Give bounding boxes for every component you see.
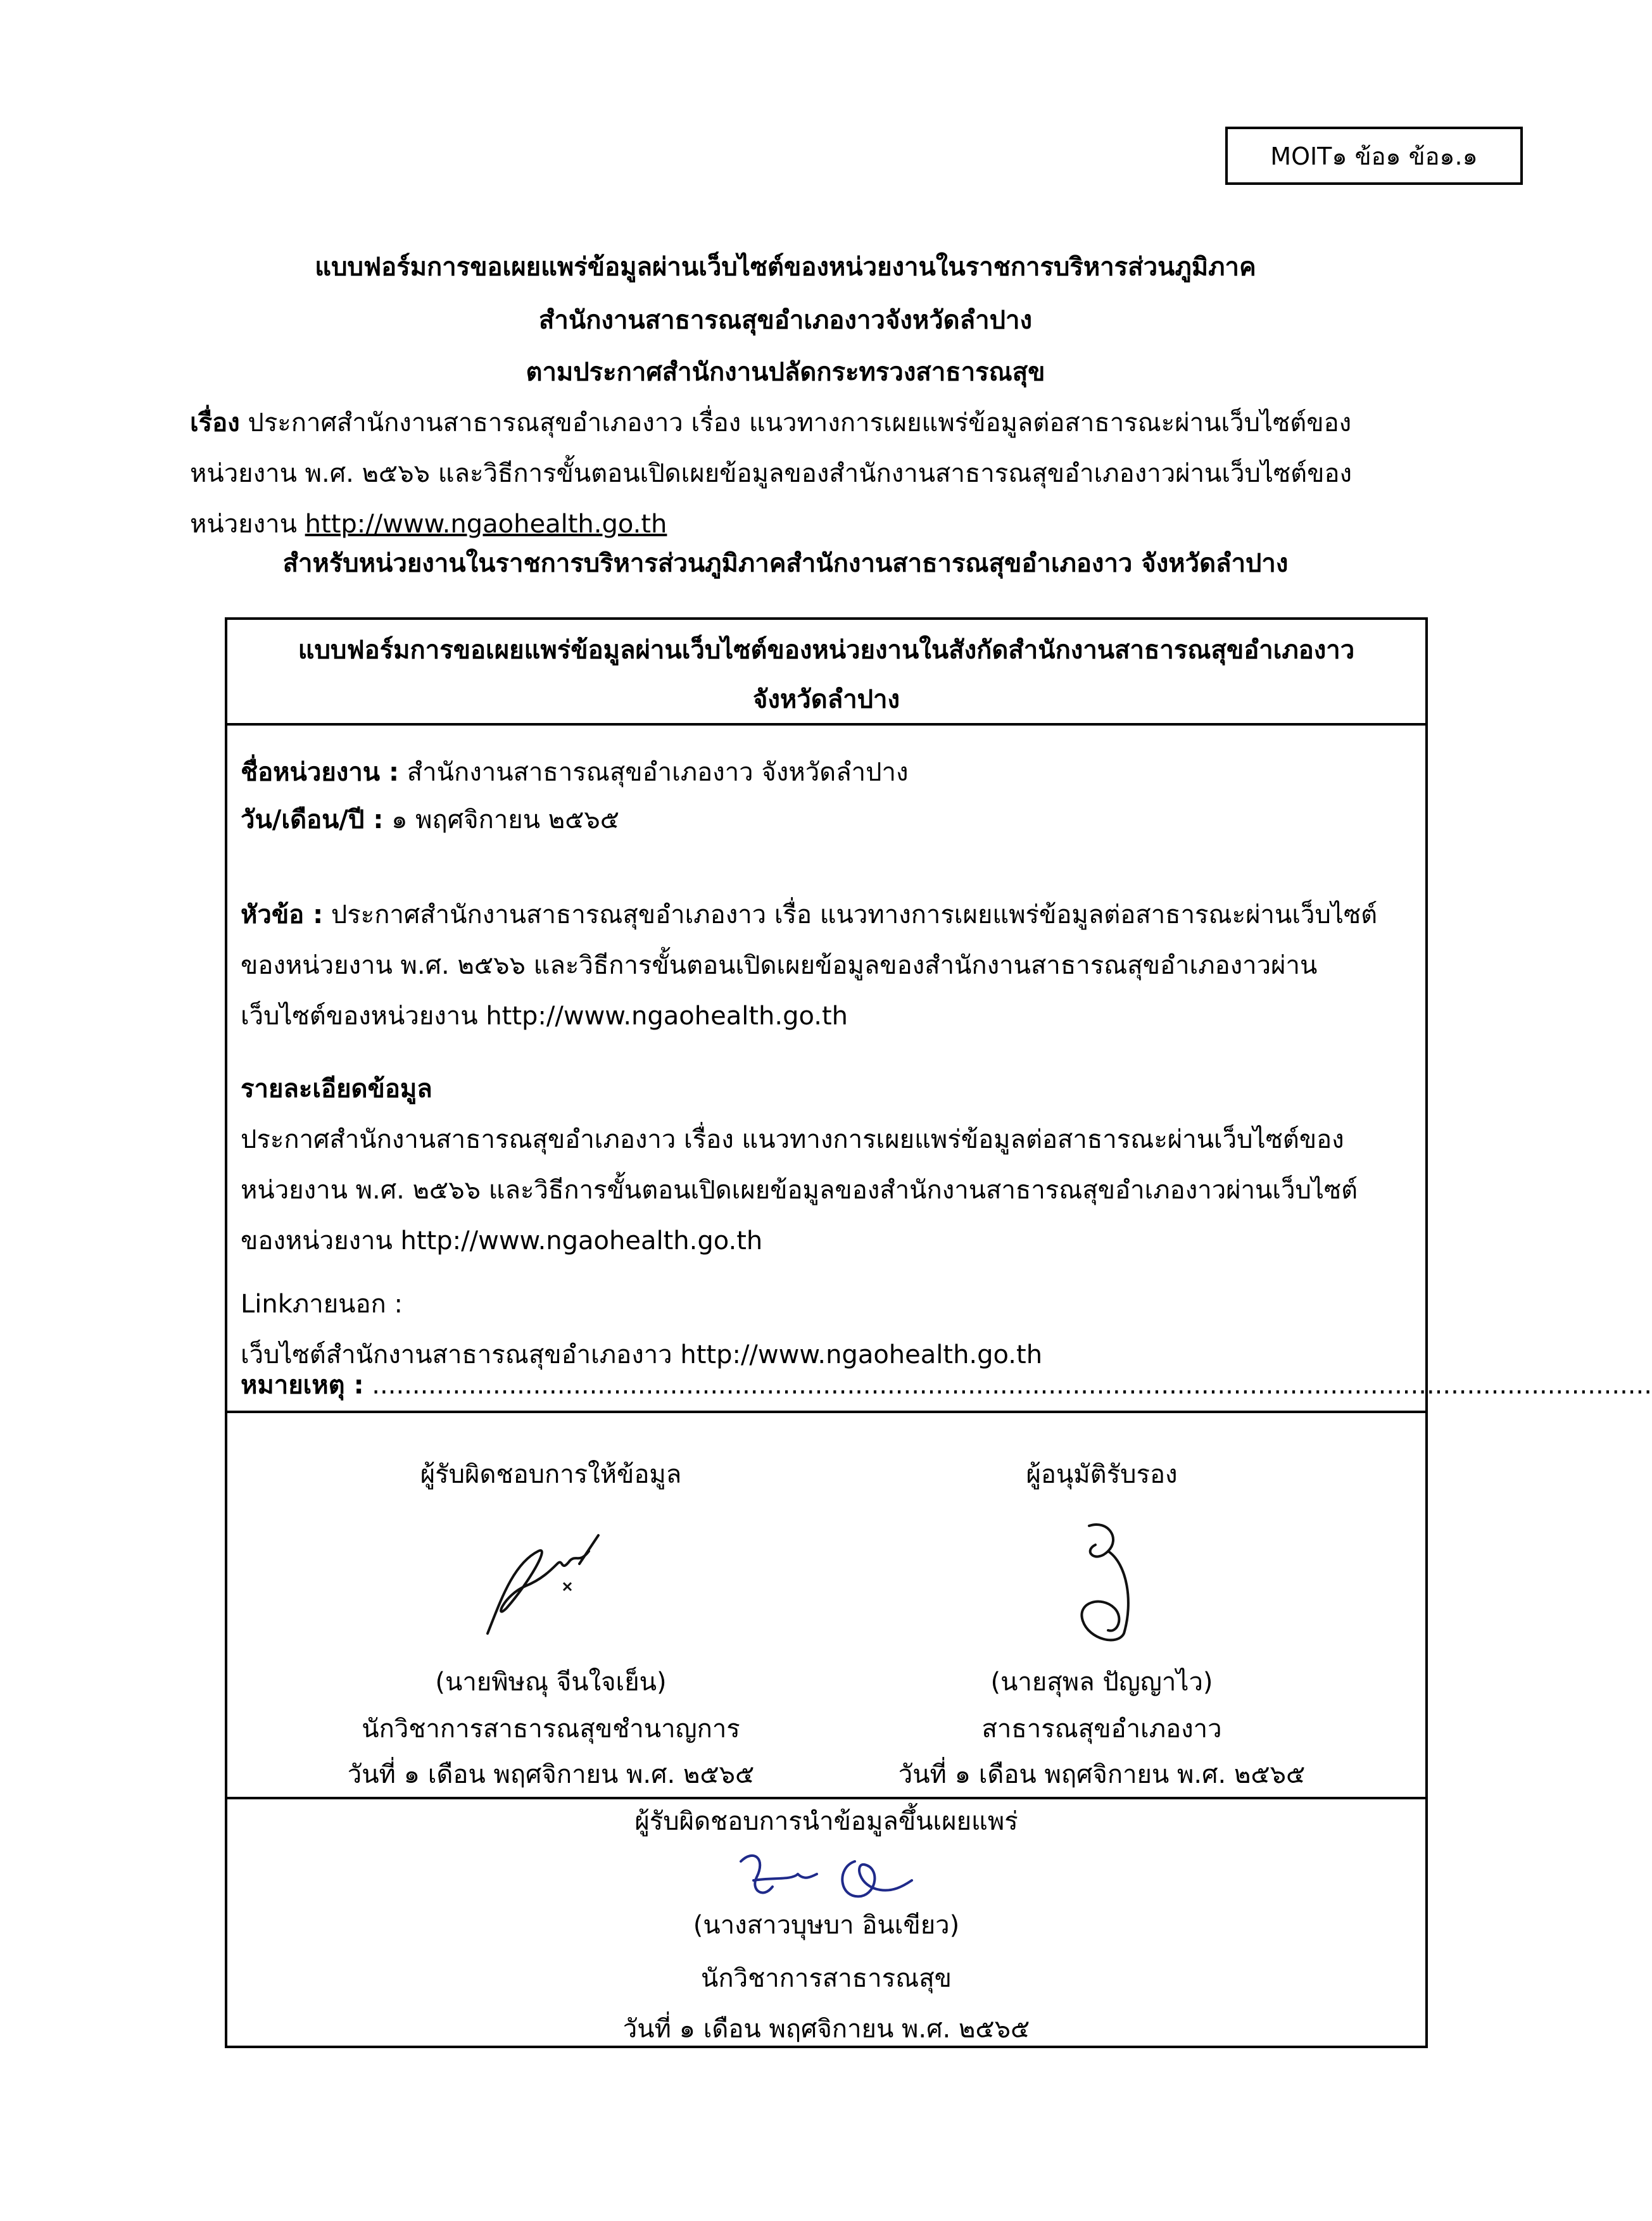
left-signature-image xyxy=(469,1526,614,1646)
left-signature-date: วันที่ ๑ เดือน พฤศจิกายน พ.ศ. ๒๕๖๕ xyxy=(347,1760,755,1789)
unit-name-label: ชื่อหน่วยงาน : xyxy=(241,758,400,787)
right-signature-name: (นายสุพล ปัญญาไว) xyxy=(990,1668,1213,1697)
subject-line-3: หน่วยงาน http://www.ngaohealth.go.th xyxy=(190,510,667,539)
topic-line-1: ประกาศสำนักงานสาธารณสุขอำเภองาว เรื่อ แนวทางการเผยแพร่ข้อมูลต่อสาธารณะผ่านเว็บไซต์ xyxy=(323,900,1378,929)
detail-block xyxy=(241,1064,1418,1266)
note-divider xyxy=(225,1411,1428,1413)
subject-label: เรื่อง xyxy=(190,408,240,437)
right-signature-position: สาธารณสุขอำเภองาว xyxy=(981,1715,1222,1744)
form-title-divider xyxy=(225,723,1428,726)
header-line-3: ตามประกาศสำนักงานปลัดกระทรวงสาธารณสุข xyxy=(526,358,1045,387)
topic-block xyxy=(241,890,1418,1041)
date-value: ๑ พฤศจิกายน ๒๕๖๕ xyxy=(383,805,620,834)
external-link-value[interactable]: เว็บไซต์สำนักงานสาธารณสุขอำเภองาว http://www.ngaohealth.go.th xyxy=(241,1340,1043,1369)
form-title-line-1: แบบฟอร์มการขอเผยแพร่ข้อมูลผ่านเว็บไซต์ของหน่วยงานในสังกัดสำนักงานสาธารณสุขอำเภองาว xyxy=(298,636,1355,665)
detail-line-2: หน่วยงาน พ.ศ. ๒๕๖๖ และวิธีการขั้นตอนเปิดเผยข้อมูลของสำนักงานสาธารณสุขอำเภองาวผ่านเว็บไซต์ xyxy=(241,1176,1358,1205)
bottom-signature-position: นักวิชาการสาธารณสุข xyxy=(701,1964,952,1993)
subject-line-2: หน่วยงาน พ.ศ. ๒๕๖๖ และวิธีการขั้นตอนเปิดเผยข้อมูลของสำนักงานสาธารณสุขอำเภองาวผ่านเว็บไซต์ของ xyxy=(190,459,1352,488)
unit-name-value: สำนักงานสาธารณสุขอำเภองาว จังหวัดลำปาง xyxy=(399,758,909,787)
left-signature-position: นักวิชาการสาธารณสุขชำนาญการ xyxy=(362,1715,740,1744)
header-line-2: สำนักงานสาธารณสุขอำเภองาวจังหวัดลำปาง xyxy=(538,306,1032,335)
for-units-heading: สำหรับหน่วยงานในราชการบริหารส่วนภูมิภาคสำนักงานสาธารณสุขอำเภองาว จังหวัดลำปาง xyxy=(282,549,1289,578)
topic-label: หัวข้อ : xyxy=(241,900,324,929)
date-row xyxy=(241,795,1418,845)
topic-line-3: เว็บไซต์ของหน่วยงาน http://www.ngaohealth.go.th xyxy=(241,1002,848,1031)
bottom-signature-name: (นางสาวบุษบา อินเขียว) xyxy=(693,1911,960,1940)
external-link-label: Linkภายนอก : xyxy=(241,1290,403,1319)
right-signature-date: วันที่ ๑ เดือน พฤศจิกายน พ.ศ. ๒๕๖๕ xyxy=(898,1760,1306,1789)
note-label: หมายเหตุ : xyxy=(241,1371,364,1400)
detail-label: รายละเอียดข้อมูล xyxy=(241,1074,432,1104)
subject-url-link[interactable]: http://www.ngaohealth.go.th xyxy=(305,510,667,539)
note-dots: ............................................................................................................................................................... xyxy=(363,1371,1652,1400)
bottom-signature-role: ผู้รับผิดชอบการนำข้อมูลขึ้นเผยแพร่ xyxy=(634,1807,1018,1836)
header-line-1: แบบฟอร์มการขอเผยแพร่ข้อมูลผ่านเว็บไซต์ของหน่วยงานในราชการบริหารส่วนภูมิภาค xyxy=(315,253,1256,282)
date-label: วัน/เดือน/ปี : xyxy=(241,805,384,834)
detail-line-1: ประกาศสำนักงานสาธารณสุขอำเภองาว เรื่อง แนวทางการเผยแพร่ข้อมูลต่อสาธารณะผ่านเว็บไซต์ของ xyxy=(241,1125,1344,1154)
subject-line-1: เรื่อง ประกาศสำนักงานสาธารณสุขอำเภองาว เรื่อง แนวทางการเผยแพร่ข้อมูลต่อสาธารณะผ่านเว็บไซต์ของ xyxy=(190,408,1352,437)
document-code: MOIT๑ ข้อ๑ ข้อ๑.๑ xyxy=(1270,142,1478,170)
right-signature-image xyxy=(1064,1513,1159,1652)
bottom-signature-date: วันที่ ๑ เดือน พฤศจิกายน พ.ศ. ๒๕๖๕ xyxy=(622,2015,1030,2044)
topic-line-2: ของหน่วยงาน พ.ศ. ๒๕๖๖ และวิธีการขั้นตอนเปิดเผยข้อมูลของสำนักงานสาธารณสุขอำเภองาวผ่าน xyxy=(241,951,1318,980)
subject-paragraph xyxy=(190,398,1469,550)
right-signature-role: ผู้อนุมัติรับรอง xyxy=(1026,1460,1178,1489)
note-row xyxy=(241,1366,1652,1404)
document-code-box xyxy=(1225,127,1523,185)
unit-name-row xyxy=(241,747,1418,798)
left-signature-role: ผู้รับผิดชอบการให้ข้อมูล xyxy=(420,1460,682,1489)
external-link-block xyxy=(241,1279,1418,1380)
left-signature-name: (นายพิษณุ จีนใจเย็น) xyxy=(435,1668,667,1697)
form-title-line-2: จังหวัดลำปาง xyxy=(752,685,900,714)
detail-line-3: ของหน่วยงาน http://www.ngaohealth.go.th xyxy=(241,1226,763,1255)
